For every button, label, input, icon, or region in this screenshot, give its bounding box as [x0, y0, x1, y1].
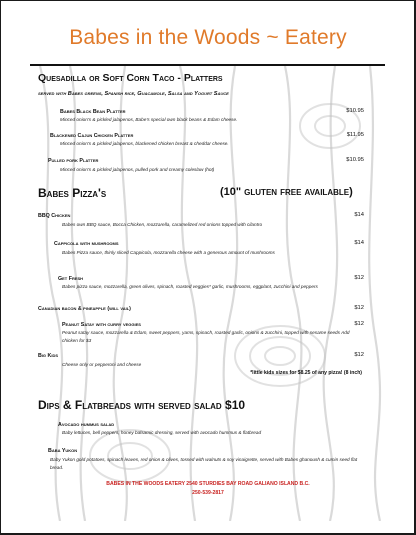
menu-item-name: Cappicola with mushrooms [54, 241, 119, 247]
menu-item-description: Baby lettuces, bell peppers, honey balsamic dressing, served with avocado hummus & flatbread [62, 430, 262, 435]
menu-item-description: Baby Yukon gold potatoes, spinach leaves, red onion & olives, tossed with walnuts & soy vinaigrette, served with Babes ghanoush & cumin seed flat bread. [50, 457, 358, 470]
menu-item-name: Peanut Satay with curry veggies [62, 322, 141, 328]
section-heading-pizzas: Babes Pizza's [38, 186, 107, 200]
menu-title: Babes in the Woods ~ Eatery [69, 26, 347, 49]
platters-served-with: served with Babes greens, Spanish rice, Guacamole, Salsa and Yogurt Sauce [38, 91, 229, 97]
menu-item-description: Babes Pizza sauce, thinly sliced Cappicola, mozzarella cheese with a generous amount of mushrooms [62, 250, 275, 255]
menu-item-description: Minced onion's & pickled jalapenos, pulled pork and creamy coleslaw (hot) [60, 167, 215, 172]
menu-item-description: Babes pizza sauce, mozzarella, green olives, spinach, roasted veggies* garlic, mushrooms, eggplant, zucchini and peppers [62, 284, 318, 289]
menu-item-price: $12 [354, 305, 364, 311]
menu-item-name: Pulled pork Platter [48, 158, 99, 164]
menu-item-price: $12 [354, 321, 364, 327]
menu-item-description: Cheese only or pepperoni and cheese [62, 362, 142, 367]
section-heading-platters: Quesadilla or Soft Corn Taco - Platters [38, 72, 223, 84]
menu-item-price: $10.95 [346, 157, 364, 163]
menu-item-name: BBQ Chicken [38, 213, 71, 219]
menu-item-price: $10.95 [346, 108, 364, 114]
menu-item-description: Minced onion's & pickled jalapenos, blackened chicken breast & cheddar cheese. [60, 141, 229, 146]
menu-item-price: $14 [354, 212, 364, 218]
footer-phone: 250-539-2817 [192, 490, 224, 496]
footer [0, 480, 416, 498]
menu-item-name: Big Kids [38, 353, 59, 359]
menu-item-price: $12 [354, 352, 364, 358]
menu-item-name: Canadian bacon & pineapple (will vail) [38, 306, 131, 312]
menu-item-price: $12 [354, 275, 364, 281]
menu-item-name: Blackened Cajun Chicken Platter [50, 133, 134, 139]
menu-item-description: Peanut satay sauce, mozzarella & Edam, sweet peppers, yams, spinach, roasted garlic, onions & zucchini, topped with sesame seeds Add chicken for $3 [62, 330, 350, 343]
menu-item-name: Avocado hummus salad [58, 422, 115, 428]
gluten-free-note: (10" gluten free available) [220, 186, 353, 198]
section-heading-dips: Dips & Flatbreads with served salad $10 [38, 398, 246, 412]
menu-item-description: Minced onion's & pickled jalapenos, Babe's special own black beans & Edam cheese. [60, 117, 238, 122]
kids-size-note: *little kids sizes for $8.25 of any pizza! (8 inch) [250, 370, 362, 376]
footer-address: BABES IN THE WOODS EATERY 2540 STURDIES BAY ROAD GALIANO ISLAND B.C. [106, 481, 310, 487]
menu-item-description: Babes own BBQ sauce, Bocca Chicken, mozzarella, caramelized red onions topped with cilantro [62, 222, 263, 227]
menu-item-name: Babes Black Bean Platter [60, 109, 126, 115]
menu-item-name: Get Fresh [58, 276, 84, 282]
menu-item-name: Baba Yukon [48, 448, 78, 454]
menu-item-price: $11.95 [346, 132, 364, 138]
menu-item-price: $14 [354, 240, 364, 246]
